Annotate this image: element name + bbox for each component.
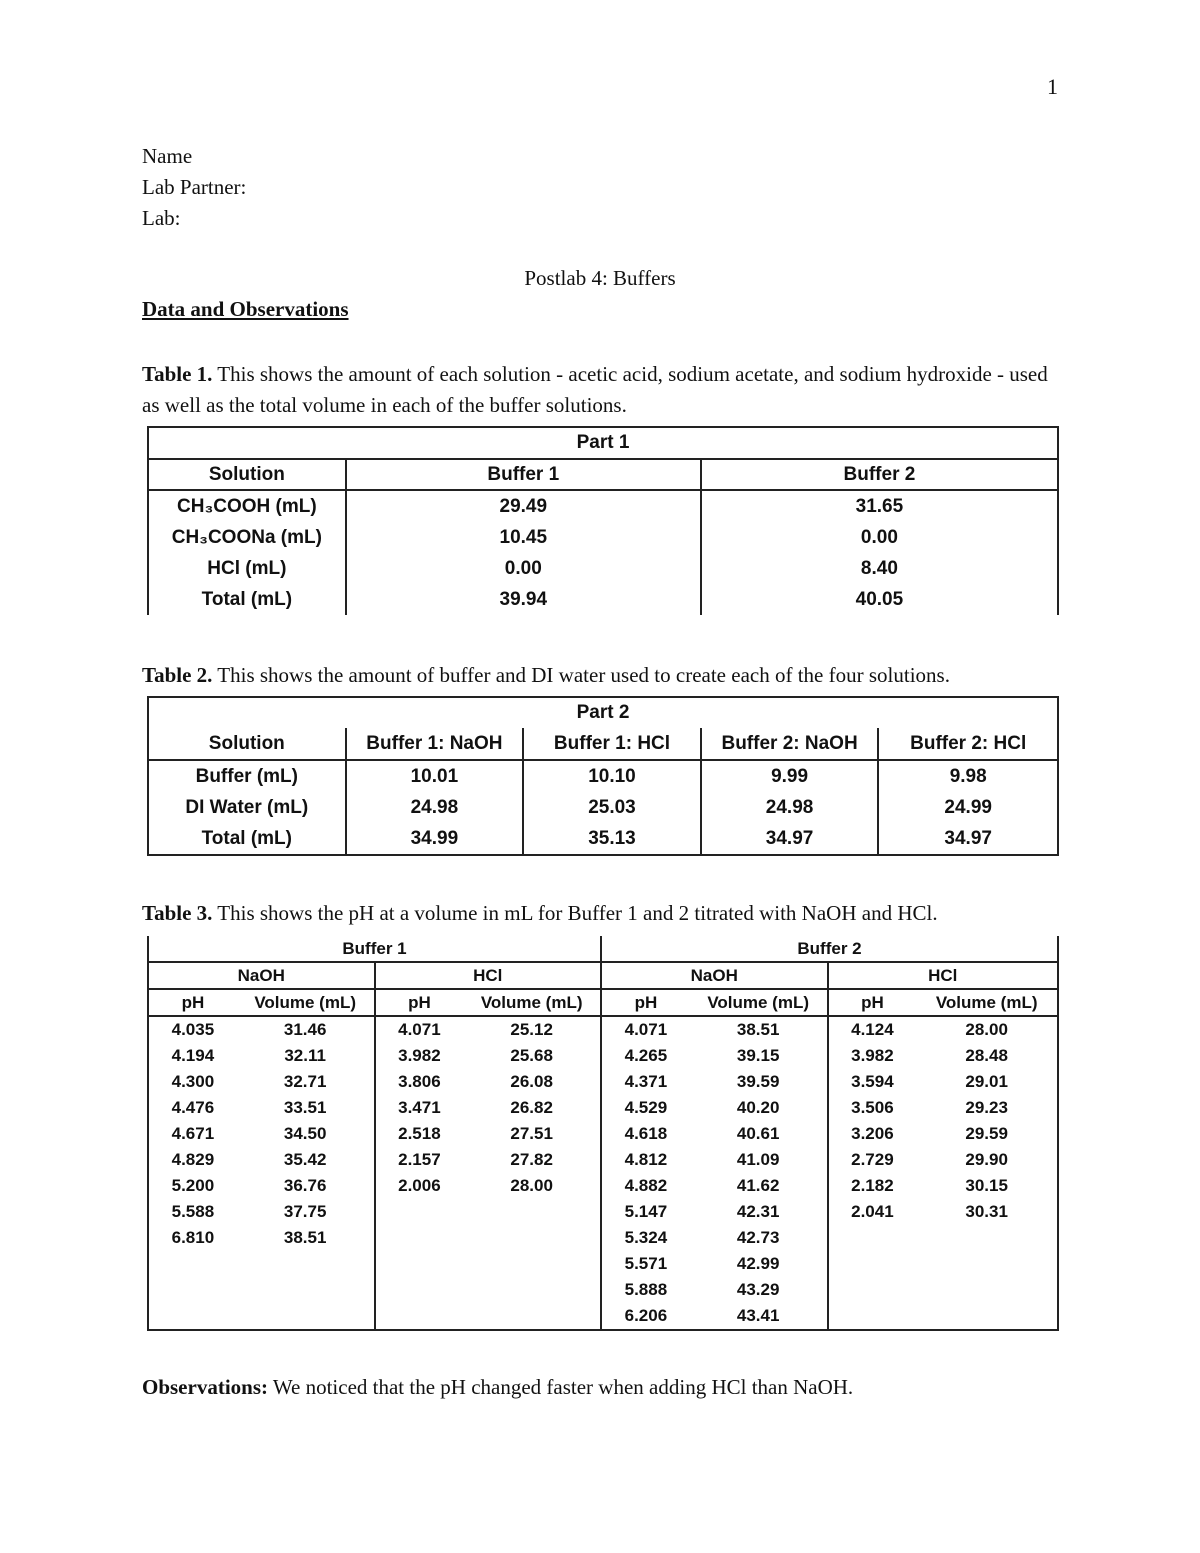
- table3-cell: 28.00: [463, 1173, 601, 1199]
- table1-cell: 29.49: [346, 490, 701, 522]
- table3-caption-text: This shows the pH at a volume in mL for Buffer 1 and 2 titrated with NaOH and HCl.: [212, 901, 938, 925]
- table3-cell: [375, 1225, 464, 1251]
- table3-cell: 4.371: [601, 1069, 690, 1095]
- table1-header-cell: Solution: [148, 459, 346, 490]
- table3-cell: 25.12: [463, 1016, 601, 1043]
- table3-cell: [148, 1251, 237, 1277]
- table1-cell: HCl (mL): [148, 553, 346, 584]
- table3-column-header: Volume (mL): [690, 989, 828, 1016]
- table2-header-cell: Buffer 2: NaOH: [701, 728, 879, 760]
- table3-cell: 2.182: [828, 1173, 917, 1199]
- table3-cell: 6.206: [601, 1303, 690, 1330]
- table3-cell: [463, 1277, 601, 1303]
- table1-cell: CH₃COONa (mL): [148, 522, 346, 553]
- table1-cell: 39.94: [346, 584, 701, 615]
- table1-cell: 40.05: [701, 584, 1058, 615]
- table3-row: [148, 1016, 1058, 1043]
- table3-subgroup-header: NaOH: [601, 962, 828, 989]
- table3-subgroup-header: HCl: [375, 962, 602, 989]
- table3-cell: 4.124: [828, 1016, 917, 1043]
- lab-label: Lab:: [142, 206, 181, 230]
- lab-partner-label: Lab Partner:: [142, 175, 247, 199]
- table3-cell: 3.471: [375, 1095, 464, 1121]
- table1-cell: 0.00: [701, 522, 1058, 553]
- observations: [142, 1375, 853, 1400]
- table3-cell: 29.23: [916, 1095, 1058, 1121]
- table2-cell: 10.01: [346, 760, 524, 792]
- table3-cell: [828, 1225, 917, 1251]
- table3-cell: 4.671: [148, 1121, 237, 1147]
- table3-cell: [828, 1251, 917, 1277]
- table3-cell: [148, 1303, 237, 1330]
- table3-cell: 3.982: [828, 1043, 917, 1069]
- table3-group-header: Buffer 1: [148, 936, 601, 962]
- table1-header-cell: Buffer 2: [701, 459, 1058, 490]
- table3-cell: 4.265: [601, 1043, 690, 1069]
- table3-cell: [828, 1277, 917, 1303]
- table3-cell: 42.99: [690, 1251, 828, 1277]
- table3-group-header: Buffer 2: [601, 936, 1058, 962]
- table3-cell: 29.59: [916, 1121, 1058, 1147]
- table3-subgroup-header: HCl: [828, 962, 1059, 989]
- table2-row: [148, 792, 1058, 823]
- table3-cell: [148, 1277, 237, 1303]
- table3-cell: 5.588: [148, 1199, 237, 1225]
- document-title: Postlab 4: Buffers: [524, 266, 676, 290]
- table2-header-cell: Solution: [148, 728, 346, 760]
- table3-cell: 5.147: [601, 1199, 690, 1225]
- table1-cell: 8.40: [701, 553, 1058, 584]
- table3-cell: 5.200: [148, 1173, 237, 1199]
- table3-cell: 33.51: [237, 1095, 375, 1121]
- table3-cell: 28.00: [916, 1016, 1058, 1043]
- table3-cell: [916, 1225, 1058, 1251]
- table3-cell: 37.75: [237, 1199, 375, 1225]
- table3-caption-label: Table 3.: [142, 901, 213, 925]
- table3-cell: 3.806: [375, 1069, 464, 1095]
- table3-cell: 28.48: [916, 1043, 1058, 1069]
- table3-row: [148, 1277, 1058, 1303]
- table3-cell: 3.206: [828, 1121, 917, 1147]
- table3-row: [148, 1303, 1058, 1330]
- table3-cell: 34.50: [237, 1121, 375, 1147]
- table3-cell: 4.882: [601, 1173, 690, 1199]
- table2-title: Part 2: [148, 697, 1058, 728]
- table3-cell: 42.31: [690, 1199, 828, 1225]
- table2-cell: 24.99: [878, 792, 1058, 823]
- table3: [147, 936, 1059, 1331]
- table3-cell: [375, 1251, 464, 1277]
- name-label: Name: [142, 144, 193, 168]
- table1-caption: [142, 359, 1062, 421]
- table2-cell: 25.03: [523, 792, 701, 823]
- table3-cell: 39.15: [690, 1043, 828, 1069]
- table2-cell: 34.97: [878, 823, 1058, 855]
- table3-row: [148, 1251, 1058, 1277]
- observations-text: We noticed that the pH changed faster when adding HCl than NaOH.: [268, 1375, 854, 1399]
- table2-cell: 24.98: [701, 792, 879, 823]
- table3-column-header: Volume (mL): [916, 989, 1058, 1016]
- table3-cell: 27.51: [463, 1121, 601, 1147]
- header-block: [142, 141, 246, 234]
- table3-cell: 4.194: [148, 1043, 237, 1069]
- table2-caption-label: Table 2.: [142, 663, 213, 687]
- table3-cell: [463, 1251, 601, 1277]
- page-number: 1: [1047, 74, 1058, 99]
- table2-header-cell: Buffer 2: HCl: [878, 728, 1058, 760]
- table3-cell: 5.571: [601, 1251, 690, 1277]
- table3-cell: 2.041: [828, 1199, 917, 1225]
- table3-cell: 40.61: [690, 1121, 828, 1147]
- table1-cell: Total (mL): [148, 584, 346, 615]
- table2-row: [148, 760, 1058, 792]
- table2-cell: 9.99: [701, 760, 879, 792]
- table3-cell: 2.006: [375, 1173, 464, 1199]
- table3-cell: 2.157: [375, 1147, 464, 1173]
- table3-column-header: Volume (mL): [237, 989, 375, 1016]
- table3-cell: 40.20: [690, 1095, 828, 1121]
- table3-cell: [916, 1277, 1058, 1303]
- table3-cell: 32.11: [237, 1043, 375, 1069]
- table3-cell: [463, 1225, 601, 1251]
- table3-column-header: pH: [601, 989, 690, 1016]
- table3-row: [148, 1199, 1058, 1225]
- table3-cell: 38.51: [690, 1016, 828, 1043]
- table3-cell: 4.071: [375, 1016, 464, 1043]
- table3-row: [148, 1147, 1058, 1173]
- table3-cell: 2.729: [828, 1147, 917, 1173]
- table3-cell: [237, 1303, 375, 1330]
- table3-cell: 42.73: [690, 1225, 828, 1251]
- table3-row: [148, 1095, 1058, 1121]
- table2-cell: 35.13: [523, 823, 701, 855]
- table3-column-header: pH: [375, 989, 464, 1016]
- table3-cell: 43.41: [690, 1303, 828, 1330]
- table2-cell: DI Water (mL): [148, 792, 346, 823]
- table3-cell: 4.618: [601, 1121, 690, 1147]
- table3-cell: 4.071: [601, 1016, 690, 1043]
- table2-cell: 34.99: [346, 823, 524, 855]
- table3-cell: [375, 1303, 464, 1330]
- table3-cell: 4.529: [601, 1095, 690, 1121]
- table2-cell: Total (mL): [148, 823, 346, 855]
- table3-caption: [142, 898, 1062, 929]
- table3-cell: 29.01: [916, 1069, 1058, 1095]
- table2-row: [148, 823, 1058, 855]
- table3-cell: [375, 1199, 464, 1225]
- table3-cell: 26.08: [463, 1069, 601, 1095]
- table3-cell: [916, 1251, 1058, 1277]
- table3-cell: 3.982: [375, 1043, 464, 1069]
- table3-row: [148, 1173, 1058, 1199]
- table3-cell: 36.76: [237, 1173, 375, 1199]
- table3-cell: [237, 1251, 375, 1277]
- table3-cell: [463, 1199, 601, 1225]
- table1-cell: 31.65: [701, 490, 1058, 522]
- table3-cell: 39.59: [690, 1069, 828, 1095]
- table1-row: [148, 522, 1058, 553]
- table3-cell: 30.15: [916, 1173, 1058, 1199]
- table3-cell: [916, 1303, 1058, 1330]
- table3-cell: 41.09: [690, 1147, 828, 1173]
- table3-cell: 4.300: [148, 1069, 237, 1095]
- table3-cell: 4.476: [148, 1095, 237, 1121]
- table3-cell: 38.51: [237, 1225, 375, 1251]
- table2-cell: 10.10: [523, 760, 701, 792]
- table3-cell: 6.810: [148, 1225, 237, 1251]
- table3-cell: 5.888: [601, 1277, 690, 1303]
- table3-cell: 30.31: [916, 1199, 1058, 1225]
- table3-cell: 25.68: [463, 1043, 601, 1069]
- table3-cell: 26.82: [463, 1095, 601, 1121]
- table3-cell: 3.506: [828, 1095, 917, 1121]
- table1: [147, 426, 1059, 615]
- table3-cell: [828, 1303, 917, 1330]
- table1-caption-label: Table 1.: [142, 362, 213, 386]
- table3-cell: 43.29: [690, 1277, 828, 1303]
- table3-column-header: Volume (mL): [463, 989, 601, 1016]
- table3-row: [148, 1121, 1058, 1147]
- table3-cell: 2.518: [375, 1121, 464, 1147]
- table3-column-header: pH: [828, 989, 917, 1016]
- table2-header-cell: Buffer 1: HCl: [523, 728, 701, 760]
- table2-caption-text: This shows the amount of buffer and DI water used to create each of the four solutions.: [212, 663, 950, 687]
- table3-column-header: pH: [148, 989, 237, 1016]
- table1-row: [148, 553, 1058, 584]
- table2-cell: Buffer (mL): [148, 760, 346, 792]
- table3-cell: [463, 1303, 601, 1330]
- table3-cell: 31.46: [237, 1016, 375, 1043]
- table2-cell: 9.98: [878, 760, 1058, 792]
- table1-row: [148, 490, 1058, 522]
- table1-row: [148, 584, 1058, 615]
- table1-cell: 0.00: [346, 553, 701, 584]
- table3-row: [148, 1069, 1058, 1095]
- table3-cell: 35.42: [237, 1147, 375, 1173]
- table1-cell: CH₃COOH (mL): [148, 490, 346, 522]
- table1-caption-text: This shows the amount of each solution - acetic acid, sodium acetate, and sodium hydroxide - used as well as the total volume in each of the buffer solutions.: [142, 362, 1048, 417]
- table3-cell: [375, 1277, 464, 1303]
- section-heading: Data and Observations: [142, 297, 349, 321]
- table1-cell: 10.45: [346, 522, 701, 553]
- table2-cell: 24.98: [346, 792, 524, 823]
- table2-cell: 34.97: [701, 823, 879, 855]
- table3-cell: [237, 1277, 375, 1303]
- table2-caption: [142, 660, 1062, 691]
- table3-cell: 5.324: [601, 1225, 690, 1251]
- table2-header-cell: Buffer 1: NaOH: [346, 728, 524, 760]
- table3-row: [148, 1225, 1058, 1251]
- table3-cell: 29.90: [916, 1147, 1058, 1173]
- table3-cell: 4.035: [148, 1016, 237, 1043]
- table3-cell: 4.812: [601, 1147, 690, 1173]
- table3-cell: 32.71: [237, 1069, 375, 1095]
- table1-title: Part 1: [148, 427, 1058, 459]
- table3-cell: 41.62: [690, 1173, 828, 1199]
- table3-cell: 3.594: [828, 1069, 917, 1095]
- table2: [147, 696, 1059, 856]
- table3-subgroup-header: NaOH: [148, 962, 375, 989]
- table3-cell: 4.829: [148, 1147, 237, 1173]
- table3-cell: 27.82: [463, 1147, 601, 1173]
- table3-row: [148, 1043, 1058, 1069]
- table1-header-cell: Buffer 1: [346, 459, 701, 490]
- observations-label: Observations:: [142, 1375, 268, 1399]
